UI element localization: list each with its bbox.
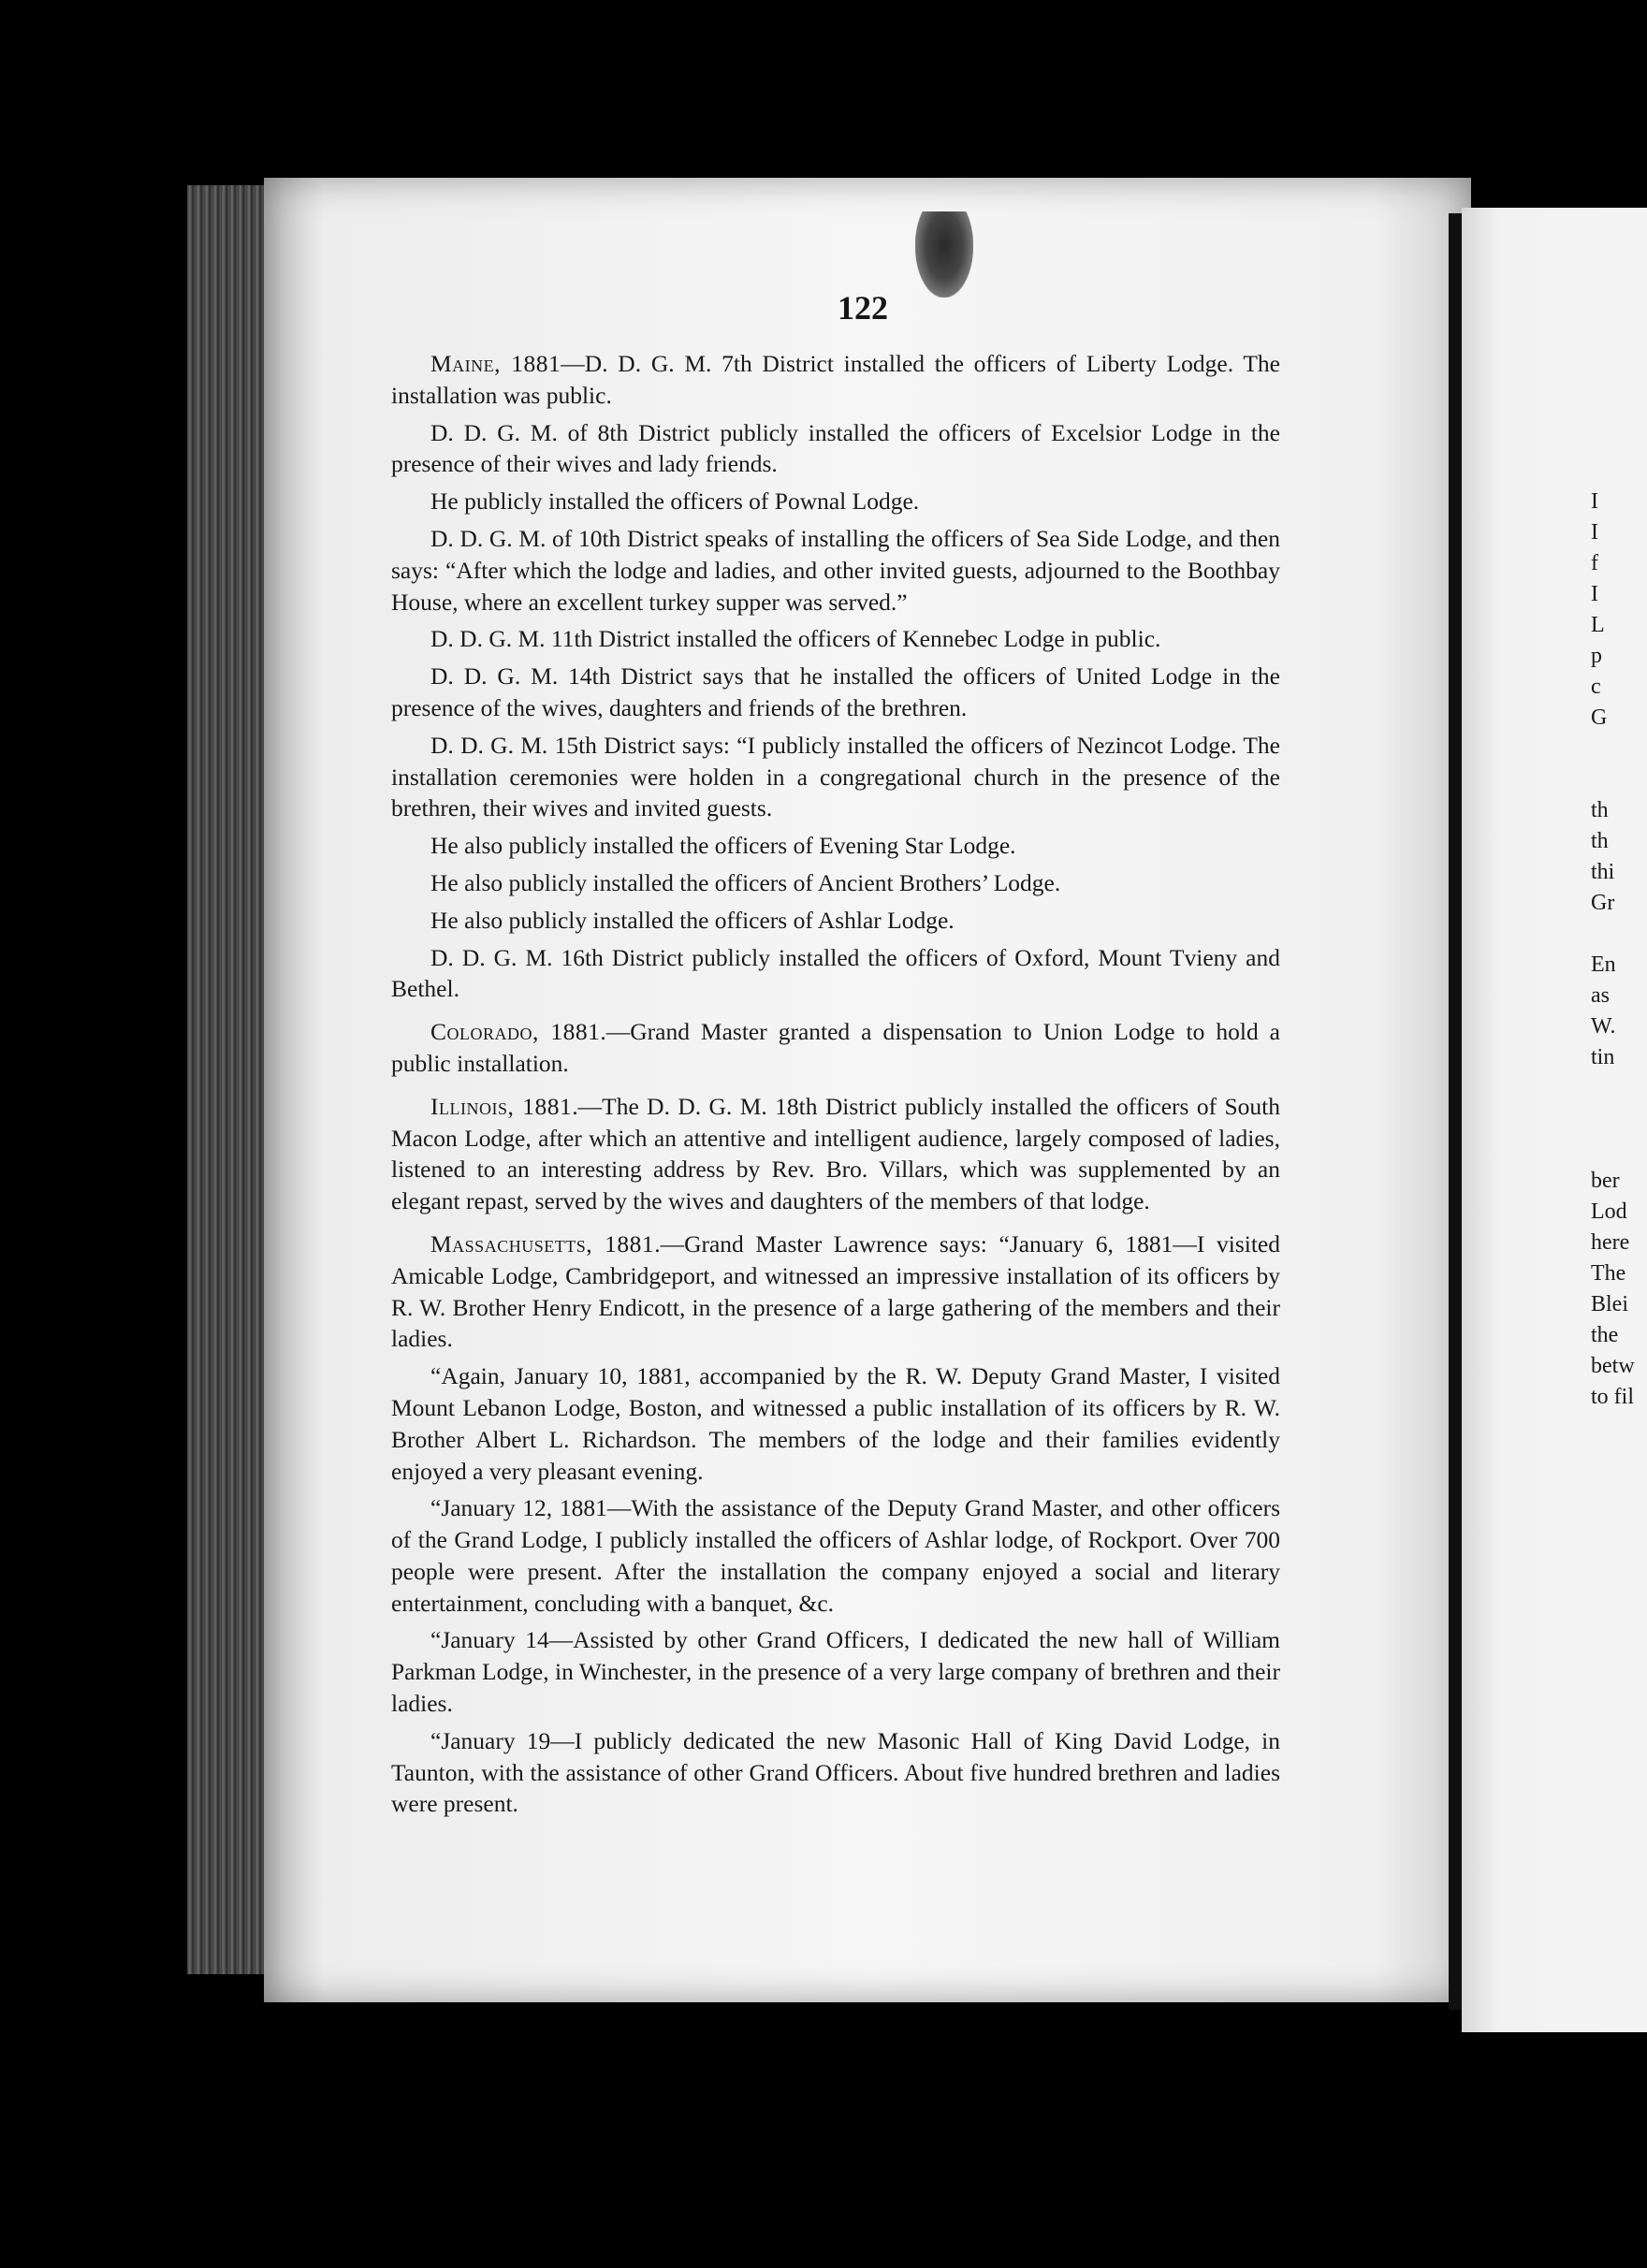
body-paragraph — [391, 730, 1280, 824]
paragraph-text: He also publicly installed the officers of Ashlar Lodge. — [430, 906, 955, 934]
body-paragraph — [391, 1725, 1280, 1820]
right-page-fragment: th — [1591, 829, 1609, 853]
right-page-fragment — [1591, 734, 1647, 764]
right-page-fragment: f — [1591, 551, 1598, 575]
body-paragraph — [391, 1091, 1280, 1217]
right-page-fragment: Gr — [1591, 891, 1615, 915]
body-paragraph — [391, 1360, 1280, 1487]
body-paragraph — [391, 623, 1280, 655]
right-page-fragment: Blei — [1591, 1292, 1628, 1316]
body-paragraph — [391, 486, 1280, 517]
right-page-fragment: as — [1591, 983, 1610, 1008]
paragraph-text: D. D. G. M. 11th District installed the officers of Kennebec Lodge in public. — [430, 625, 1161, 653]
paragraph-text: D. D. G. M. 15th District says: “I publicly installed the officers of Nezincot Lodge. The installation ceremonies were holden in a congregational church in the presence of the brethren, their wives and invited guests. — [391, 731, 1280, 822]
right-page-fragment: I — [1591, 489, 1598, 514]
section-lead: Massachusetts, 1881 — [430, 1229, 655, 1258]
right-page-fragment: W. — [1591, 1014, 1616, 1039]
right-page-fragment: ber — [1591, 1169, 1620, 1193]
paragraph-text: .—Grand Master Lawrence says: “January 6, 1881—I visited Amicable Lodge, Cambridgeport, and witnessed an impressive installation of its officers by R. W. Brother Henry Endicott, in the presence of a large gathering of the members and their ladies. — [391, 1229, 1280, 1353]
paragraph-text: “January 19—I publicly dedicated the new Masonic Hall of King David Lodge, in Taunton, with the assistance of other Grand Officers. About five hundred brethren and ladies were present. — [391, 1726, 1280, 1818]
body-paragraph — [391, 1228, 1280, 1355]
right-page-fragment — [1591, 1135, 1647, 1166]
body-paragraph — [391, 905, 1280, 937]
right-page-fragment: I — [1591, 520, 1598, 545]
body-paragraph — [391, 348, 1280, 412]
right-page-fragment: tin — [1591, 1045, 1615, 1069]
right-page-fragment — [1591, 1104, 1647, 1135]
paragraph-text: D. D. G. M. 14th District says that he installed the officers of United Lodge in the presence of the wives, daughters and friends of the brethren. — [391, 662, 1280, 721]
right-page-fragment: G — [1591, 705, 1608, 730]
paragraph-text: D. D. G. M. of 10th District speaks of installing the officers of Sea Side Lodge, and then says: “After which the lodge and ladies, and other invited guests, adjourned to the Boothbay House, where an excellent turkey supper was served.” — [391, 524, 1280, 616]
right-page-fragment: p — [1591, 644, 1602, 668]
section-lead: Illinois, 1881 — [430, 1092, 573, 1120]
page-edges — [187, 185, 276, 1974]
right-page-text-fragments — [1591, 487, 1647, 1413]
body-paragraph — [391, 1624, 1280, 1719]
paragraph-text: He also publicly installed the officers of Evening Star Lodge. — [430, 832, 1016, 860]
paragraph-text: “January 14—Assisted by other Grand Officers, I dedicated the new hall of William Parkman Lodge, in Winchester, in the presence of a very large company of brethren and their ladies. — [391, 1626, 1280, 1718]
paragraph-text: “January 12, 1881—With the assistance of the Deputy Grand Master, and other officers of the Grand Lodge, I publicly installed the officers of Ashlar lodge, of Rockport. Over 700 people were present. After the installation the company enjoyed a social and literary entertainment, concluding with a banquet, &c. — [391, 1494, 1280, 1617]
text-column — [391, 348, 1280, 1825]
paragraph-text: He also publicly installed the officers of Ancient Brothers’ Lodge. — [430, 868, 1061, 896]
right-page-fragment: I — [1591, 582, 1598, 606]
paragraph-text: D. D. G. M. of 8th District publicly installed the officers of Excelsior Lodge in the presence of their wives and lady friends. — [391, 418, 1280, 478]
right-page-fragment — [1591, 764, 1647, 795]
body-paragraph — [391, 830, 1280, 862]
right-page-fragment: th — [1591, 798, 1609, 822]
section-lead: Maine, 1881 — [430, 350, 561, 377]
paragraph-text: He publicly installed the officers of Pownal Lodge. — [430, 487, 920, 516]
paragraph-text: .—Grand Master granted a dispensation to Union Lodge to hold a public installation. — [391, 1018, 1280, 1077]
paragraph-text: “Again, January 10, 1881, accompanied by the R. W. Deputy Grand Master, I visited Mount Lebanon Lodge, Boston, and witnessed a public installation of its officers by R. W. Brother Albert L. Richardson. The members of the lodge and their families evidently enjoyed a very pleasant evening. — [391, 1362, 1280, 1485]
paragraph-text: .—The D. D. G. M. 18th District publicly installed the officers of South Macon Lodge, after which an attentive and intelligent audience, largely composed of ladies, listened to an interesting address by Rev. Bro. Villars, which was supplemented by an elegant repast, served by the wives and daughters of the members of that lodge. — [391, 1092, 1280, 1215]
paragraph-text: —D. D. G. M. 7th District installed the officers of Liberty Lodge. The installation was public. — [391, 350, 1281, 409]
body-paragraph — [391, 867, 1280, 899]
body-paragraph — [391, 523, 1280, 618]
right-page-fragment: to fil — [1591, 1385, 1634, 1409]
body-paragraph — [391, 942, 1280, 1006]
right-page-fragment: betw — [1591, 1354, 1635, 1378]
section-lead: Colorado, 1881 — [430, 1018, 601, 1046]
right-page-fragment: the — [1591, 1323, 1619, 1347]
right-page-fragment: c — [1591, 675, 1601, 699]
right-page-fragment — [1591, 1073, 1647, 1104]
body-paragraph — [391, 1492, 1280, 1619]
right-page-fragment: here — [1591, 1230, 1630, 1255]
right-page-fragment: En — [1591, 952, 1616, 977]
right-page-fragment: The — [1591, 1261, 1626, 1286]
paragraph-text: D. D. G. M. 16th District publicly installed the officers of Oxford, Mount Tvieny and Bethel. — [391, 943, 1280, 1003]
book-spine — [1449, 213, 1462, 2010]
right-page-fragment: thi — [1591, 860, 1615, 884]
right-page-fragment — [1591, 919, 1647, 950]
right-page-fragment: Lod — [1591, 1199, 1627, 1224]
body-paragraph — [391, 661, 1280, 724]
ink-stain-mark — [915, 211, 973, 298]
page-number: 122 — [838, 289, 888, 327]
right-page-fragment: L — [1591, 613, 1605, 637]
body-paragraph — [391, 1016, 1280, 1080]
body-paragraph — [391, 417, 1280, 481]
